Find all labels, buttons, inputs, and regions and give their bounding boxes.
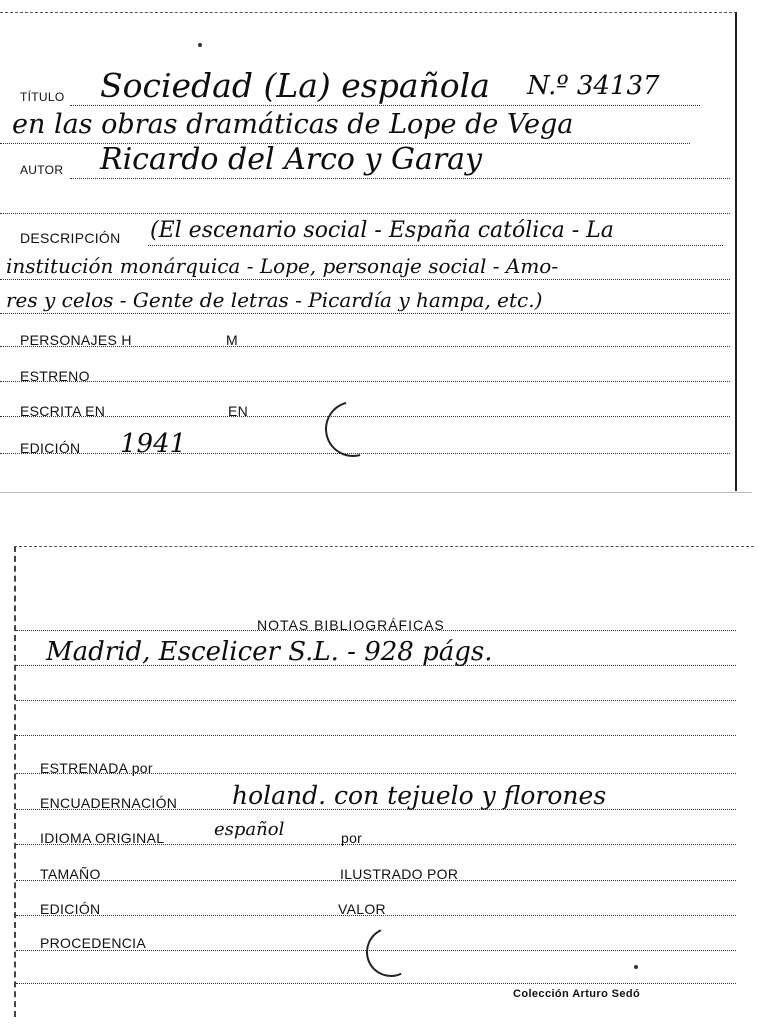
encuadernacion-label: ENCUADERNACIÓN — [40, 795, 178, 811]
collection-credit: Colección Arturo Sedó — [513, 988, 641, 1000]
estreno-label: ESTRENO — [20, 368, 90, 384]
descripcion-rule-2 — [0, 279, 730, 280]
punch-hole-mark-back — [359, 920, 423, 984]
edicion-label-back: EDICIÓN — [40, 901, 101, 917]
descripcion-value-2: institución monárquica - Lope, personaje social - Amo- — [6, 254, 559, 278]
edicion-label: EDICIÓN — [20, 440, 81, 456]
notas-rule-3 — [16, 700, 736, 701]
idioma-por-label: por — [341, 830, 363, 846]
punch-hole-mark — [315, 391, 391, 467]
descripcion-value: (El escenario social - España católica - La — [150, 218, 614, 243]
valor-label: VALOR — [338, 901, 386, 917]
titulo-value-2: en las obras dramáticas de Lope de Vega — [12, 109, 574, 140]
personajes-m-label: M — [226, 332, 238, 348]
titulo-value: Sociedad (La) española — [100, 66, 490, 105]
notas-rule-4 — [16, 735, 736, 736]
catalog-card-back — [14, 546, 754, 1017]
notas-heading: NOTAS BIBLIOGRÁFICAS — [257, 617, 445, 633]
titulo-rule — [70, 105, 700, 106]
tamano-label: TAMAÑO — [40, 866, 101, 882]
descripcion-label: DESCRIPCIÓN — [20, 230, 121, 246]
idioma-value: español — [214, 819, 285, 840]
personajes-label: PERSONAJES H — [20, 332, 132, 348]
catalog-card-front — [0, 12, 737, 491]
autor-rule — [70, 178, 730, 179]
procedencia-label: PROCEDENCIA — [40, 935, 146, 951]
idioma-label: IDIOMA ORIGINAL — [40, 830, 165, 846]
descripcion-rule-3 — [0, 313, 730, 314]
descripcion-rule — [148, 245, 723, 246]
ilustrado-label: ILUSTRADO POR — [340, 866, 459, 882]
estreno-rule — [0, 381, 730, 382]
descripcion-value-3: res y celos - Gente de letras - Picardía y hampa, etc.) — [6, 288, 543, 312]
notas-value: Madrid, Escelicer S.L. - 928 págs. — [46, 637, 493, 667]
autor-value: Ricardo del Arco y Garay — [100, 142, 483, 177]
estrenada-label: ESTRENADA por — [40, 760, 153, 776]
ink-speck — [198, 43, 202, 47]
autor-label: AUTOR — [20, 163, 64, 177]
numero-value: N.º 34137 — [527, 71, 660, 101]
card-separator — [0, 492, 752, 493]
bottom-rule — [16, 983, 736, 984]
edicion-value: 1941 — [120, 429, 187, 459]
ink-speck-back — [634, 965, 638, 969]
escrita-en-label: ESCRITA EN — [20, 403, 106, 419]
titulo-label: TÍTULO — [20, 90, 65, 104]
en-label: EN — [228, 403, 249, 419]
encuadernacion-value: holand. con tejuelo y florones — [232, 781, 607, 810]
blank-rule — [0, 213, 730, 214]
